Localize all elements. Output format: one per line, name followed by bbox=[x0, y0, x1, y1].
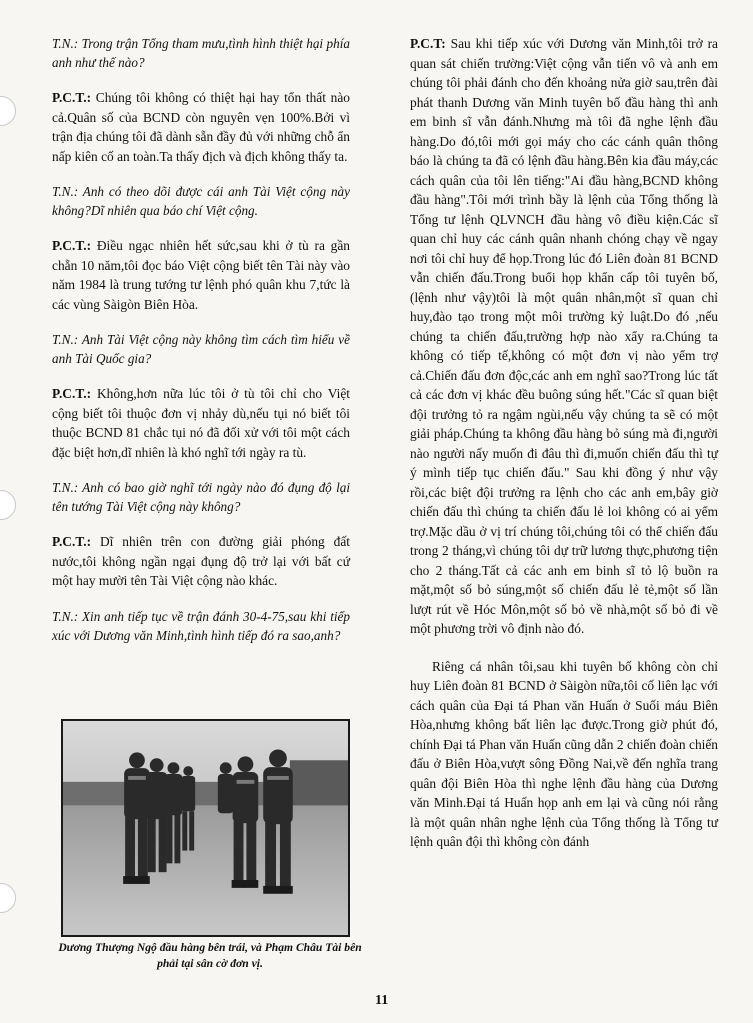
binder-hole-top bbox=[0, 96, 16, 126]
photo-soldiers bbox=[61, 719, 350, 937]
answer-1-text: Chúng tôi không có thiệt hại hay tổn thất nào cả.Quân số của BCND còn nguyên vẹn 100%.Bởi vì trận địa chúng tôi đã dành sẵn đầy đủ với những chỗ ẩn nấp kiên cố an toàn.Ta thấy địch và địch không thấy ta. bbox=[52, 90, 350, 164]
answer-4 bbox=[52, 532, 350, 591]
question-2: T.N.: Anh có theo dõi được cái anh Tài Việt cộng này không?Dĩ nhiên qua báo chí Việt cộng. bbox=[52, 184, 350, 218]
photo-caption: Dương Thượng Ngộ đầu hàng bên trái, và Phạm Châu Tài bên phải tại sân cờ đơn vị. bbox=[58, 941, 362, 970]
paragraph-continuation: Riêng cá nhân tôi,sau khi tuyên bố không còn chỉ huy Liên đoàn 81 BCND ở Sàigòn nữa,tôi cố liên lạc với cách quân của Đại tá Phan văn Huấn ở Suối máu Biên Hòa,nhưng không bất liên lạc được.Trong giờ phút đó, chính Đại tá Phan văn Huấn cũng dẫn 2 chiến đoàn chiến đấu ở Biên Hòa,vượt sông Đồng Nai,về đến nghĩa trang quân đội Biên Hòa thì nghe lệnh đầu hàng của Dương văn Minh.Đại tá Huấn họp anh em lại và cũng nói rằng là một quân nhân nghe lệnh của Tổng thống là Tổng tư lệnh quân đội thì không còn đánh bbox=[410, 658, 718, 849]
answer-3-speaker: P.C.T.: bbox=[52, 386, 92, 401]
page-number: 11 bbox=[375, 993, 389, 1008]
answer-5 bbox=[410, 34, 718, 639]
answer-4-speaker: P.C.T.: bbox=[52, 534, 92, 549]
question-5: T.N.: Xin anh tiếp tục về trận đánh 30-4-75,sau khi tiếp xúc với Dương văn Minh,tình hình tiếp đó ra sao,anh? bbox=[52, 608, 350, 643]
answer-3-text: Không,hơn nữa lúc tôi ở tù tôi chỉ cho Việt cộng biết tôi thuộc đơn vị nhảy dù,nếu tụi nó biết tôi thuộc BCND 81 chắc tụi nó đã đối xử với tôi một cách đặc biệt hơn,dĩ nhiên là khó nghĩ tới ngày ra tù. bbox=[52, 386, 350, 460]
question-3: T.N.: Anh Tài Việt cộng này không tìm cách tìm hiểu về anh Tài Quốc gia? bbox=[52, 332, 350, 366]
answer-5-text: Sau khi tiếp xúc với Dương văn Minh,tôi trở ra quan sát chiến trường:Việt cộng vẫn tiến vô và anh em chúng tôi phải đánh cho đến khoảng nửa giờ sau,trên đài phát thanh Dương văn Minh tuyên bố đầu hàng thì anh em binh sĩ vẫn đánh.Nhưng mà tôi đã nghe lệnh đầu hàng.Do đó,tôi mới gọi máy cho các cánh quân thông báo là chúng ta đã có lệnh đầu hàng.Bên kia đầu máy,các cách quân của tôi lên tiếng:"Ai đầu hàng,BCND không đầu hàng".Tôi mới trình bầy là lệnh của Tổng thống là Tổng tư lệnh QLVNCH đầu hàng vô điều kiện.Các sĩ quan chỉ huy các cánh quân nhanh chóng chạy về ngay nơi tôi chỉ huy để họp.Trong lúc đó Liên đoàn 81 BCND vẫn chiến đấu.Trong buổi họp khẩn cấp tôi tuyên bố,(lệnh như vậy)tôi là một quân nhân,một sĩ quan chỉ huy,đào tạo trong một môi trường kỷ luật.Do đó ,nếu chúng ta chiến đấu,trường hợp nào xẩy ra.Chúng ta không có tiếp tế,không có một đơn vị nào yểm trợ cả.Chiến đấu đơn độc,các anh em nghĩ sao?Trong lúc tất cả các đơn vị khác đều buông súng hết."Các sĩ quan biệt đội trưởng tỏ ra ngậm ngùi,nếu vậy chúng ta sẽ có một giải pháp.Chúng ta không đầu hàng bỏ súng mà đi,người nào người nấy muốn đi đâu thì đi,muốn chiến đấu thì tự ý mình tiếp tục chiến đấu." Sau khi đồng ý như vậy rồi,các biệt đội trưởng ra lệnh cho các anh em,bây giờ chiến đấu thì chúng ta chiến đấu lẻ loi không có ai yểm trợ.Mặc dầu ở vị trí chúng tôi,chúng tôi có thể chiến đấu trong 2 tháng,vì chúng tôi dự trữ lương thực,phương tiện cho 2 tháng.Tất cả các anh em binh sĩ tỏ lộ buồn ra mặt,một số bỏ súng,một số chiến đấu lẻ tẻ,một số lần lượt rút về Hóc Môn,một số bỏ về nhà,một số bỏ đi về một phương trời vô định nào đó. bbox=[410, 36, 718, 636]
answer-2-text: Điều ngạc nhiên hết sức,sau khi ở tù ra gần chẵn 10 năm,tôi đọc báo Việt cộng biết tên Tài này vào năm 1984 là trung tướng tư lệnh phó quân khu 7,tức là các vùng Sàigòn Biên Hòa. bbox=[52, 238, 350, 312]
left-column bbox=[52, 34, 350, 661]
answer-1-speaker: P.C.T.: bbox=[52, 90, 92, 105]
right-column bbox=[410, 34, 718, 868]
binder-hole-middle bbox=[0, 490, 16, 520]
answer-5-speaker: P.C.T: bbox=[410, 36, 446, 51]
binder-hole-bottom bbox=[0, 883, 16, 913]
answer-2 bbox=[52, 236, 350, 314]
answer-3 bbox=[52, 384, 350, 462]
question-4: T.N.: Anh có bao giờ nghĩ tới ngày nào đó đụng độ lại tên tướng Tài Việt cộng này không? bbox=[52, 480, 350, 514]
answer-4-text: Dĩ nhiên trên con đường giải phóng đất nước,tôi không ngần ngại đụng độ trở lại với bất cứ một hay mười tên Tài Việt cộng nào khác. bbox=[52, 534, 350, 588]
question-1: T.N.: Trong trận Tổng tham mưu,tình hình thiệt hại phía anh như thế nào? bbox=[52, 36, 350, 70]
answer-2-speaker: P.C.T.: bbox=[52, 238, 92, 253]
answer-1 bbox=[52, 88, 350, 166]
photo-soldiers-image bbox=[63, 721, 348, 935]
